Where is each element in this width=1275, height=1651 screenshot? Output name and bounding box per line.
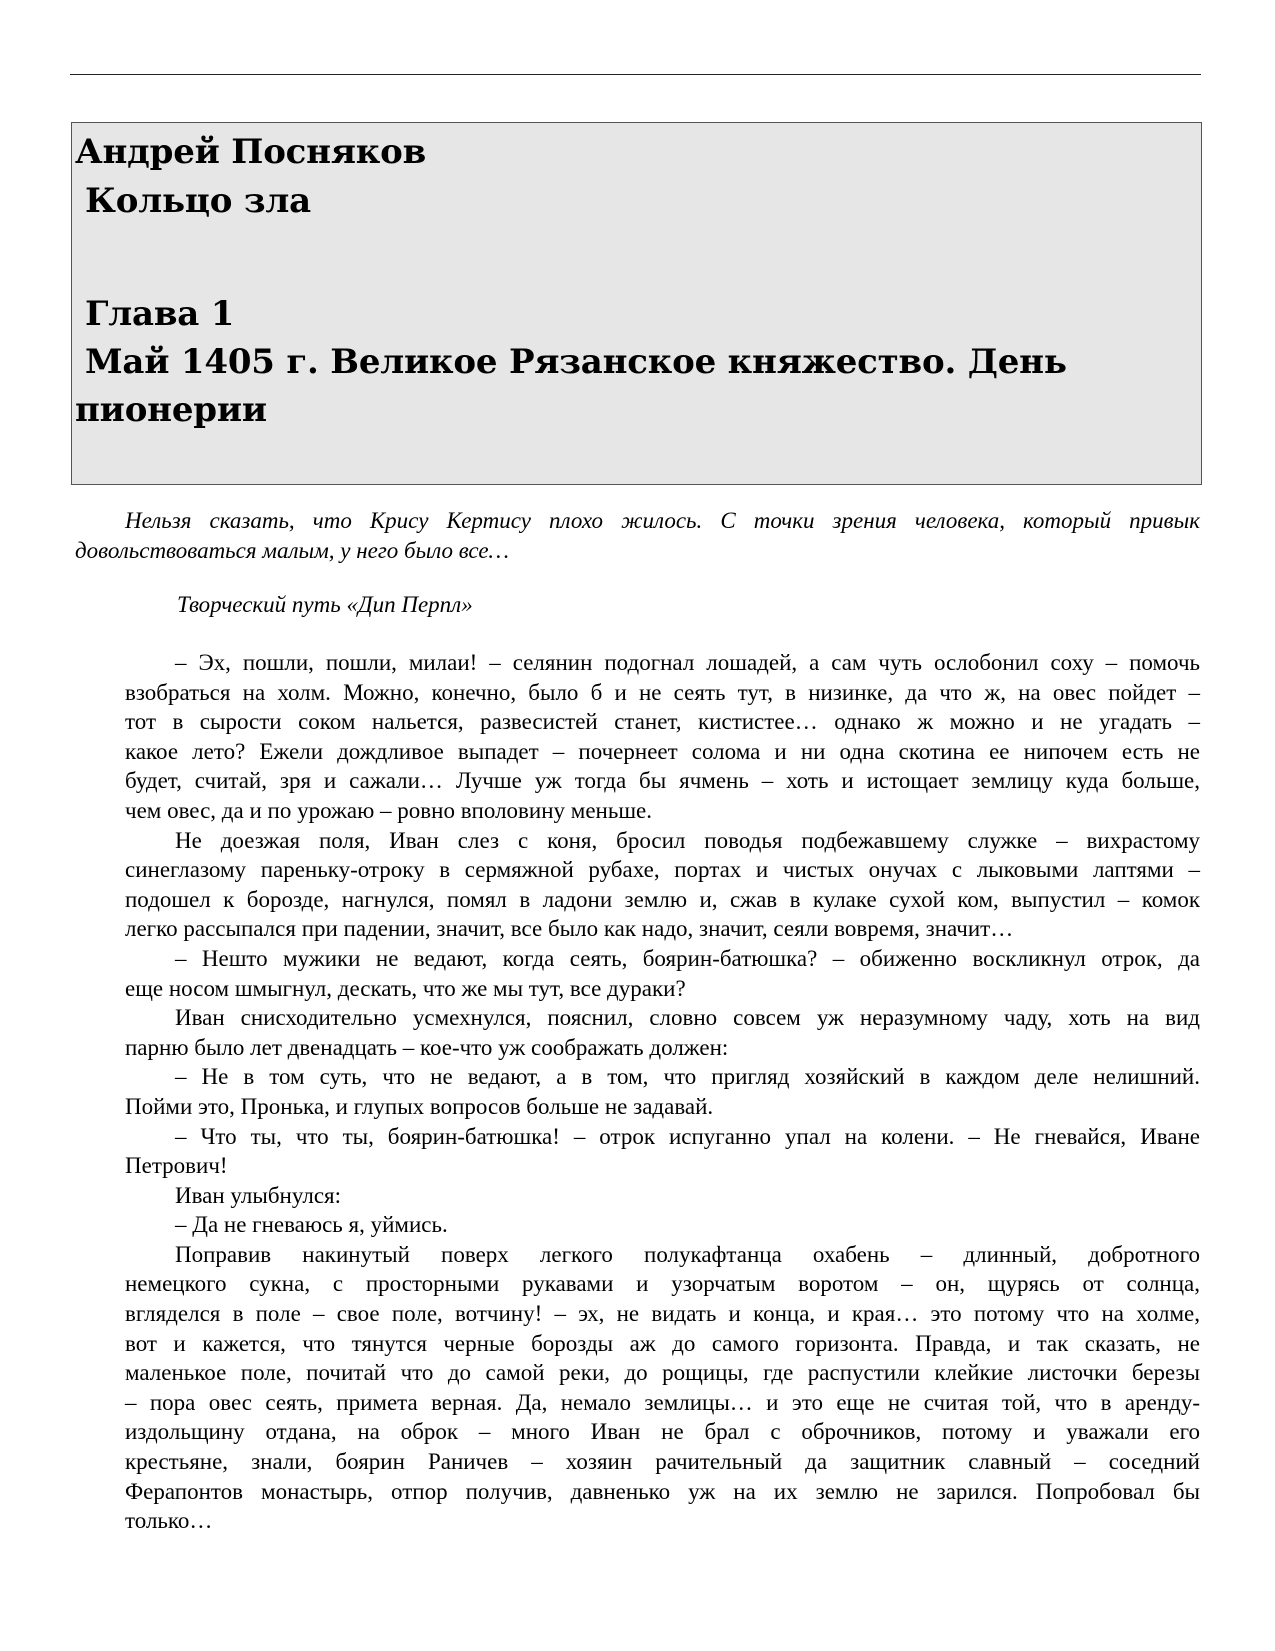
- paragraph: [75, 1122, 1200, 1181]
- paragraph-line: синеглазому пареньку-отроку в сермяжной рубахе, портах и чистых онучах с лыковыми лаптями –: [125, 857, 1200, 883]
- paragraph-line: еще носом шмыгнул, дескать, что же мы тут, все дураки?: [125, 975, 686, 1001]
- paragraph-line: – Да не гневаюсь я, уймись.: [175, 1212, 448, 1238]
- top-rule: [70, 74, 1201, 75]
- paragraph-line: легко рассыпался при падении, значит, все было как надо, значит, сеяли вовремя, значит…: [125, 916, 1014, 942]
- paragraph-line: Поправив накинутый поверх легкого полукафтанца охабень – длинный, добротного: [175, 1241, 1200, 1267]
- paragraph: [75, 1062, 1200, 1121]
- body-text: [75, 648, 1200, 1536]
- paragraph-line: тот в сырости соком нальется, развесистей станет, кистистее… однако ж можно и не угадать –: [125, 709, 1200, 735]
- epigraph-attribution: Творческий путь «Дип Перпл»: [177, 592, 473, 617]
- book-title: Кольцо зла: [85, 181, 311, 221]
- paragraph-line: – пора овес сеять, примета верная. Да, немало землицы… и это еще не считая той, что в аренду-: [125, 1389, 1200, 1415]
- paragraph: [75, 826, 1200, 944]
- chapter-label: Глава 1: [85, 294, 235, 334]
- paragraph-line: парню было лет двенадцать – кое-что уж соображать должен:: [125, 1034, 729, 1060]
- chapter-title-line-1: Май 1405 г. Великое Рязанское княжество. День: [85, 342, 1067, 382]
- epigraph-text: Нельзя сказать, что Крису Кертису плохо жилось. С точки зрения человека, который привык довольствоваться малым, у него было все…: [75, 508, 1200, 563]
- paragraph-line: Иван снисходительно усмехнулся, пояснил, словно совсем уж неразумному чаду, хоть на вид: [175, 1005, 1200, 1031]
- paragraph-line: подошел к борозде, нагнулся, помял в ладони землю и, сжав в кулаке сухой ком, выпустил – комок: [125, 886, 1200, 912]
- paragraph: [75, 944, 1200, 1003]
- chapter-title-line-2: пионерии: [75, 390, 267, 430]
- paragraph-line: – Не в том суть, что не ведают, а в том, что пригляд хозяйский в каждом деле нелишний.: [175, 1064, 1200, 1090]
- paragraph-line: Иван улыбнулся:: [175, 1182, 342, 1208]
- paragraph-line: взобраться на холм. Можно, конечно, было б и не сеять тут, в низинке, да что ж, на овес пойдет –: [125, 679, 1200, 705]
- paragraph-line: вот и кажется, что тянутся черные борозды аж до самого горизонта. Правда, и так сказать, не: [125, 1330, 1200, 1356]
- paragraph-line: Ферапонтов монастырь, отпор получив, давненько уж на их землю не зарился. Попробовал бы: [125, 1478, 1200, 1504]
- paragraph: [75, 1210, 1200, 1240]
- paragraph-line: только…: [125, 1508, 213, 1534]
- paragraph-line: Петрович!: [125, 1153, 228, 1179]
- paragraph-line: Не доезжая поля, Иван слез с коня, бросил поводья подбежавшему служке – вихрастому: [175, 827, 1200, 853]
- paragraph-line: – Что ты, что ты, боярин-батюшка! – отрок испуганно упал на колени. – Не гневайся, Иване: [175, 1123, 1200, 1149]
- paragraph-line: – Нешто мужики не ведают, когда сеять, боярин-батюшка? – обиженно воскликнул отрок, да: [175, 945, 1200, 971]
- epigraph-attribution-block: [75, 590, 1200, 620]
- paragraph-line: чем овес, да и по урожаю – ровно вполовину меньше.: [125, 797, 653, 823]
- paragraph-line: крестьяне, знали, боярин Раничев – хозяин рачительный да защитник славный – соседний: [125, 1449, 1200, 1475]
- paragraph: [75, 648, 1200, 826]
- paragraph-line: издольщину отдана, на оброк – много Иван не брал с оброчников, потому и уважали его: [125, 1419, 1200, 1445]
- paragraph: [75, 1003, 1200, 1062]
- title-box: [71, 122, 1202, 485]
- paragraph-line: Пойми это, Пронька, и глупых вопросов больше не задавай.: [125, 1093, 714, 1119]
- paragraph-line: вгляделся в поле – свое поле, вотчину! – эх, не видать и конца, и края… это потому что на холме,: [125, 1301, 1200, 1327]
- paragraph: [75, 1181, 1200, 1211]
- paragraph-line: маленькое поле, почитай что до самой реки, до рощицы, где распустили клейкие листочки березы: [125, 1360, 1200, 1386]
- paragraph-line: какое лето? Ежели дождливое выпадет – почернеет солома и ни одна скотина ее нипочем есть не: [125, 738, 1200, 764]
- author-name: Андрей Посняков: [75, 132, 427, 172]
- epigraph: [75, 506, 1200, 565]
- paragraph-line: будет, считай, зря и сажали… Лучше уж тогда бы ячмень – хоть и истощает землицу куда больше,: [125, 768, 1200, 794]
- paragraph: [75, 1240, 1200, 1536]
- paragraph-line: – Эх, пошли, пошли, милаи! – селянин подогнал лошадей, а сам чуть ослобонил соху – помочь: [175, 650, 1200, 675]
- paragraph-line: немецкого сукна, с просторными рукавами и узорчатым воротом – он, щурясь от солнца,: [125, 1271, 1200, 1297]
